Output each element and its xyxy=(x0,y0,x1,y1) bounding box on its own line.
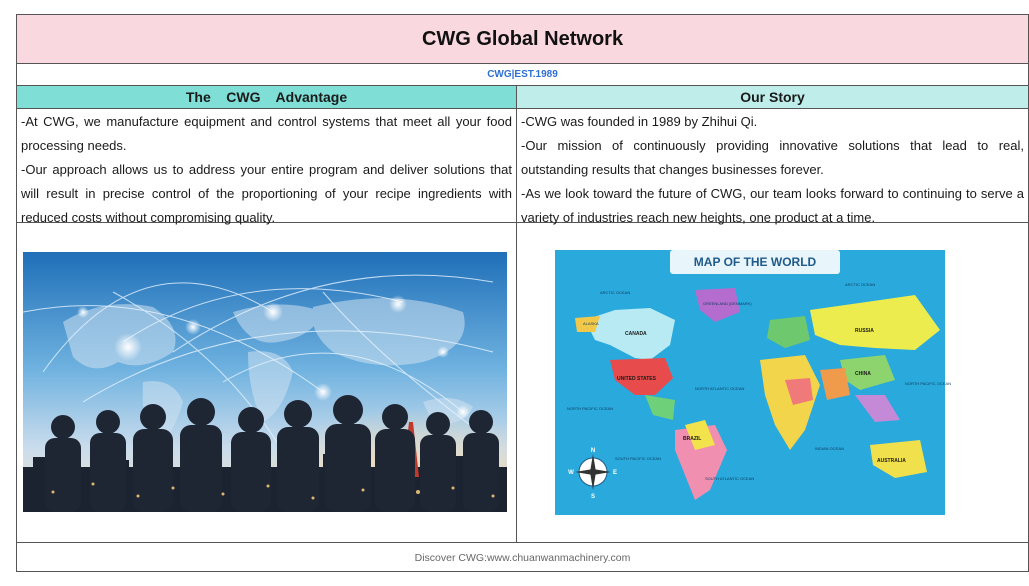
map-label: CHINA xyxy=(855,371,871,377)
advantage-paragraph: -Our approach allows us to address your entire program and deliver solutions that will result in precise control of the proportioning of your recipe ingredients with reduced costs without compromising quality. xyxy=(21,162,512,225)
global-network-image xyxy=(23,252,507,512)
map-label: ARCTIC OCEAN xyxy=(845,282,876,287)
map-label: GREENLAND (DENMARK) xyxy=(703,301,752,306)
story-text xyxy=(517,109,1028,225)
svg-text:E: E xyxy=(612,470,618,476)
map-title: MAP OF THE WORLD xyxy=(693,255,817,269)
advantage-paragraph: -At CWG, we manufacture equipment and control systems that meet all your food processing needs. xyxy=(21,114,512,153)
map-label: RUSSIA xyxy=(855,328,874,334)
svg-text:N: N xyxy=(590,448,596,454)
story-paragraph: -CWG was founded in 1989 by Zhihui Qi. xyxy=(521,114,758,129)
map-label: NORTH PACIFIC OCEAN xyxy=(567,406,614,411)
map-label: SOUTH PACIFIC OCEAN xyxy=(615,456,661,461)
svg-text:W: W xyxy=(568,470,574,476)
text-row xyxy=(17,109,1028,223)
map-label: ARCTIC OCEAN xyxy=(600,290,631,295)
section-header-row xyxy=(17,86,1028,109)
advantage-header xyxy=(17,86,517,108)
footer-text: Discover CWG:www.chuanwanmachinery.com xyxy=(414,551,631,564)
story-paragraph: -Our mission of continuously providing innovative solutions that lead to real, outstanding results that changes businesses forever. xyxy=(521,138,1024,177)
network-image-cell xyxy=(17,223,517,542)
map-label: CANADA xyxy=(625,331,647,337)
page-frame xyxy=(16,14,1029,572)
world-map-image xyxy=(555,250,952,515)
footer xyxy=(17,543,1028,572)
advantage-text xyxy=(17,109,517,225)
map-label: AUSTRALIA xyxy=(877,458,906,464)
story-paragraph: -As we look toward the future of CWG, our team looks forward to continuing to serve a variety of industries reach new heights, one product at a time. xyxy=(521,186,1024,225)
advantage-heading: The CWG Advantage xyxy=(185,89,348,105)
story-header xyxy=(517,86,1028,108)
map-label: BRAZIL xyxy=(683,436,702,442)
est-bar xyxy=(17,64,1028,86)
map-label: INDIAN OCEAN xyxy=(815,446,844,451)
map-label: NORTH PACIFIC OCEAN xyxy=(905,381,952,386)
map-label: SOUTH ATLANTIC OCEAN xyxy=(705,476,755,481)
map-label: UNITED STATES xyxy=(617,376,656,382)
est-label: CWG|EST.1989 xyxy=(487,69,558,80)
title-bar xyxy=(17,15,1028,64)
map-label: NORTH ATLANTIC OCEAN xyxy=(695,386,745,391)
page-title: CWG Global Network xyxy=(421,27,624,50)
svg-text:S: S xyxy=(590,494,596,500)
story-heading: Our Story xyxy=(740,89,805,105)
world-map-cell xyxy=(517,223,1028,542)
image-row xyxy=(17,223,1028,543)
map-label: ALASKA xyxy=(583,321,599,326)
